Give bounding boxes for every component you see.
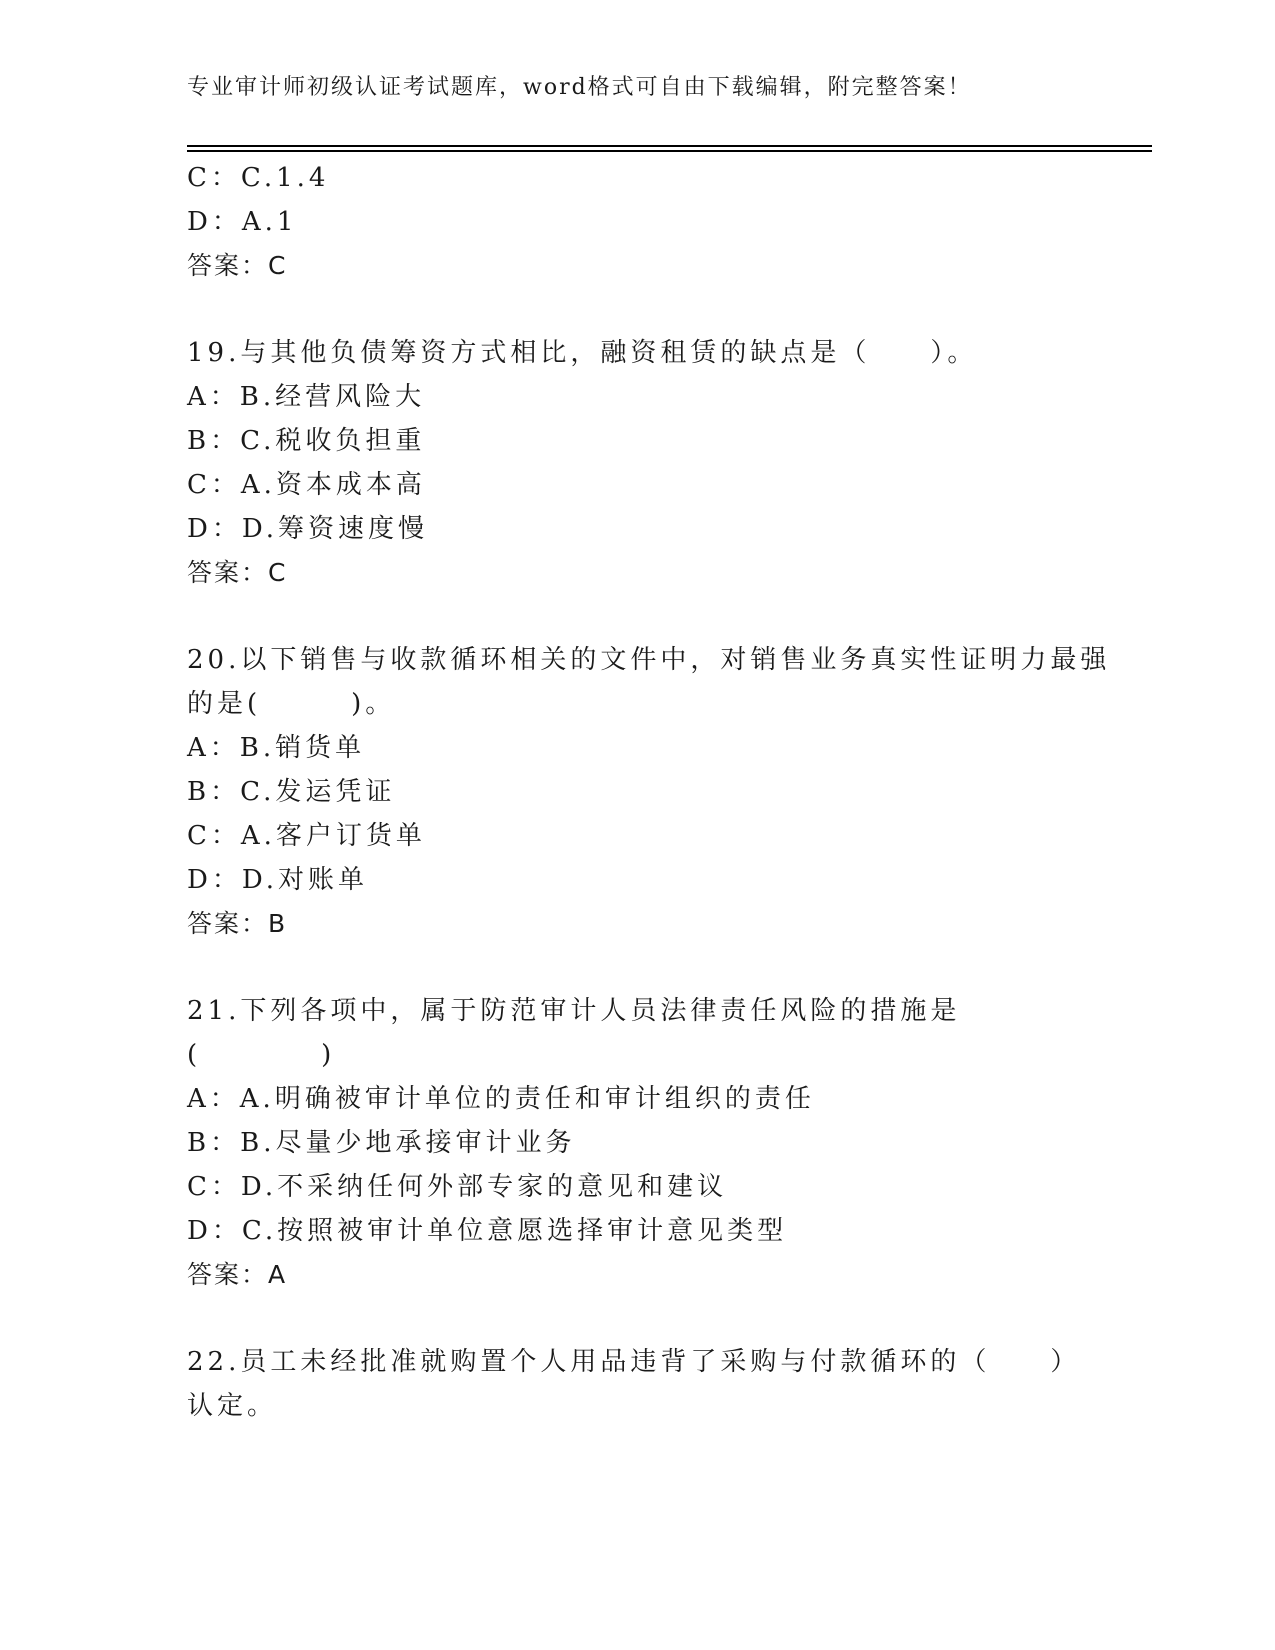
option-line: A：B.经营风险大: [187, 382, 426, 412]
option-line: B：C.发运凭证: [187, 777, 396, 807]
option-line: D：D.对账单: [187, 865, 369, 895]
question-text: 22.员工未经批准就购置个人用品违背了采购与付款循环的（ ）: [187, 1347, 1081, 1377]
option-line: C：C.1.4: [187, 163, 330, 193]
question-text: 19.与其他负债筹资方式相比，融资租赁的缺点是（ ）。: [187, 338, 978, 368]
option-line: B：B.尽量少地承接审计业务: [187, 1128, 576, 1158]
option-line: A：A.明确被审计单位的责任和审计组织的责任: [187, 1084, 815, 1114]
answer-line: 答案：B: [187, 909, 288, 938]
option-line: C：A.客户订货单: [187, 821, 426, 851]
question-text: 认定。: [187, 1391, 278, 1421]
question-text: ( ): [187, 1040, 336, 1070]
option-line: C：A.资本成本高: [187, 470, 426, 500]
option-line: D：A.1: [187, 207, 298, 237]
page-header: 专业审计师初级认证考试题库，word格式可自由下载编辑，附完整答案！: [187, 75, 972, 100]
question-text: 20.以下销售与收款循环相关的文件中，对销售业务真实性证明力最强: [187, 645, 1111, 675]
option-line: C：D.不采纳任何外部专家的意见和建议: [187, 1172, 728, 1202]
option-line: D：C.按照被审计单位意愿选择审计意见类型: [187, 1216, 788, 1246]
answer-line: 答案：A: [187, 1260, 288, 1289]
option-line: D：D.筹资速度慢: [187, 514, 429, 544]
option-line: A：B.销货单: [187, 733, 366, 763]
answer-line: 答案：C: [187, 558, 288, 587]
header-rule-bottom: [187, 150, 1152, 152]
option-line: B：C.税收负担重: [187, 426, 426, 456]
header-rule-top: [187, 145, 1152, 147]
question-text: 的是( )。: [187, 689, 396, 719]
question-text: 21.下列各项中，属于防范审计人员法律责任风险的措施是: [187, 996, 961, 1026]
answer-line: 答案：C: [187, 251, 288, 280]
